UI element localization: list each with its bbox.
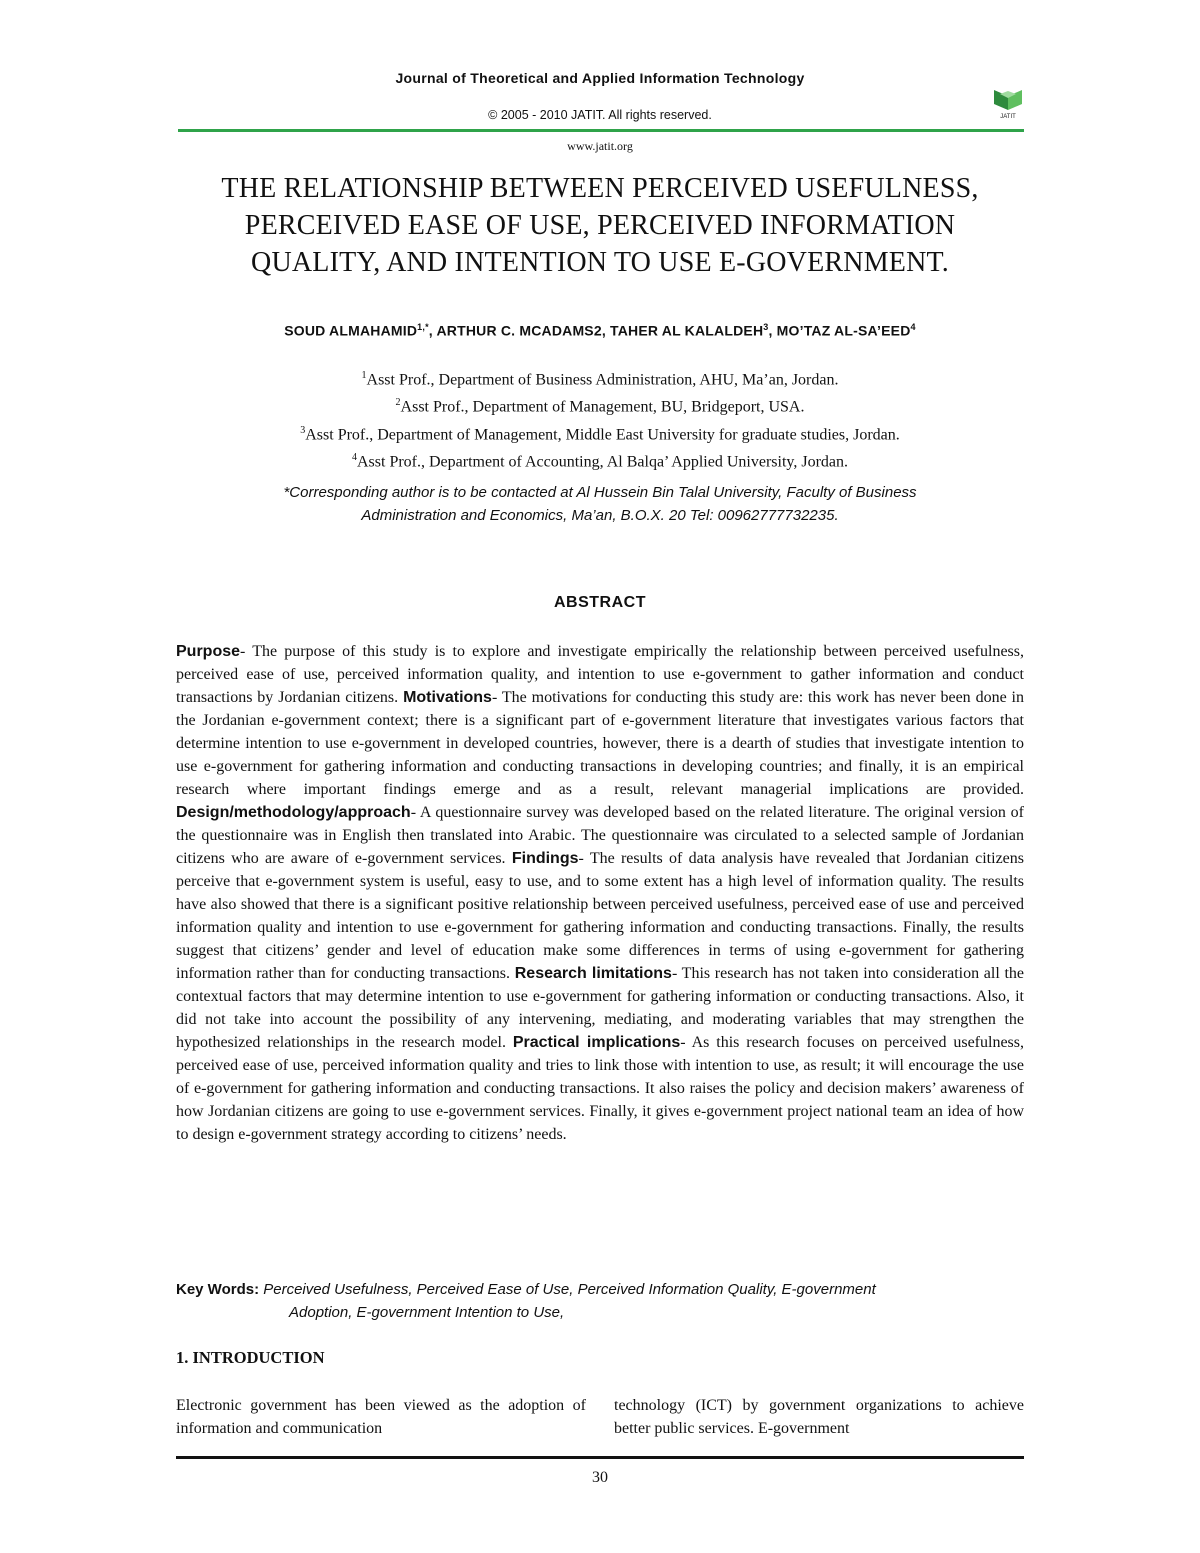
abstract-label: Findings xyxy=(511,850,579,867)
keywords-terms: Adoption, E-government Intention to Use, xyxy=(289,1304,565,1321)
affiliations xyxy=(150,364,1050,473)
affiliation-text: Asst Prof., Department of Accounting, Al Balqa’ Applied University, Jordan. xyxy=(356,453,849,471)
header-rule xyxy=(178,129,1024,132)
corresponding-author-note xyxy=(150,481,1050,527)
author-separator: , xyxy=(428,322,437,339)
author-separator: , xyxy=(768,322,777,339)
author-name: ARTHUR C. MCADAMS2 xyxy=(436,322,602,339)
affiliation-text: Asst Prof., Department of Business Administration, AHU, Ma’an, Jordan. xyxy=(366,371,839,389)
journal-website: www.jatit.org xyxy=(567,139,633,153)
author-superscript: 1,* xyxy=(417,322,429,332)
affiliation-text: Asst Prof., Department of Management, BU, Bridgeport, USA. xyxy=(400,398,805,416)
author-list xyxy=(150,322,1050,339)
abstract-text: - As this research focuses on perceived usefulness, perceived ease of use, perceived information quality and tries to link those with intention to use, as result; it will encourage the use of e-government for gathering information and conducting transactions. It also raises the policy and decision makers’ awareness of how Jordanian citizens are going to use e-government services. Finally, it gives e-government project national team an idea of how to design e-government strategy according to citizens’ needs. xyxy=(176,1034,1025,1143)
keywords-terms: Perceived Usefulness, Perceived Ease of Use, Perceived Information Quality, E-government xyxy=(263,1281,876,1298)
abstract-text: - The motivations for conducting this study are: this work has never been done in the Jordanian e-government context; there is a significant part of e-government literature that investigates various factors that determine intention to use e-government in developed countries, however, there is a dearth of studies that investigate intention to use e-government for gathering information and conducting transactions in developing countries; and finally, it is an empirical research where important findings emerge and as a result, relevant managerial implications are provided. xyxy=(176,689,1025,798)
abstract-body xyxy=(176,640,1024,1146)
affiliation-superscript: 3 xyxy=(300,424,306,436)
intro-left-column: Electronic government has been viewed as the adoption of information and communication xyxy=(176,1397,586,1437)
affiliation-line xyxy=(150,446,1050,473)
abstract-text: - A questionnaire survey was developed based on the related literature. The original version of the questionnaire was in English then translated into Arabic. The questionnaire was circulated to a selected sample of Jordanian citizens who are aware of e-government services. xyxy=(176,804,1024,867)
affiliation-superscript: 2 xyxy=(395,397,401,409)
abstract-heading: ABSTRACT xyxy=(554,594,646,611)
affiliation-line xyxy=(150,419,1050,446)
title-line: PERCEIVED EASE OF USE, PERCEIVED INFORMATION xyxy=(244,210,956,241)
affiliation-line xyxy=(150,391,1050,418)
affiliation-superscript: 1 xyxy=(361,370,367,381)
author-superscript: 3 xyxy=(763,322,769,332)
title-line: THE RELATIONSHIP BETWEEN PERCEIVED USEFULNESS, xyxy=(221,173,979,204)
abstract-label: Practical implications xyxy=(512,1034,681,1051)
author-name: SOUD ALMAHAMID xyxy=(284,322,418,339)
abstract-label: Purpose xyxy=(176,643,241,660)
keywords-label: Key Words: xyxy=(176,1281,260,1298)
title-line: QUALITY, AND INTENTION TO USE E-GOVERNMENT. xyxy=(251,247,949,278)
abstract-label: Motivations xyxy=(403,689,492,706)
paper-title xyxy=(150,170,1050,281)
affiliation-text: Asst Prof., Department of Management, Middle East University for graduate studies, Jordan. xyxy=(305,425,900,443)
logo-label: JATIT xyxy=(1000,114,1016,120)
journal-name: Journal of Theoretical and Applied Information Technology xyxy=(395,70,805,86)
author-superscript: 4 xyxy=(910,322,916,332)
corresponding-line: *Corresponding author is to be contacted at Al Hussein Bin Talal University, Faculty of Business xyxy=(283,484,917,501)
footer-rule xyxy=(176,1456,1024,1459)
keywords xyxy=(176,1278,1024,1324)
affiliation-line xyxy=(150,364,1050,391)
abstract-label: Research limitations xyxy=(514,965,672,982)
copyright-notice: © 2005 - 2010 JATIT. All rights reserved. xyxy=(488,108,712,122)
author-separator: , xyxy=(601,322,611,339)
section-heading-introduction: 1. INTRODUCTION xyxy=(176,1348,325,1367)
abstract-text: - This research has not taken into consideration all the contextual factors that may determine intention to use e-government for gathering information or conducting transactions. Also, it did not take into account the possibility of any intervening, mediating, and moderating variables that may strengthen the hypothesized relationships in the research model. xyxy=(176,965,1025,1051)
page-number: 30 xyxy=(592,1469,608,1486)
keywords-line xyxy=(176,1301,1024,1324)
keywords-line xyxy=(176,1278,1024,1301)
corresponding-line: Administration and Economics, Ma’an, B.O.X. 20 Tel: 00962777732235. xyxy=(361,507,839,524)
abstract-label: Design/methodology/approach xyxy=(176,804,411,821)
author-name: MO’TAZ AL-SA’EED xyxy=(776,322,911,339)
abstract-text: - The purpose of this study is to explore and investigate empirically the relationship between perceived usefulness, perceived ease of use, perceived information quality, and intention to use e-government to gather information and conduct transactions by Jordanian citizens. xyxy=(176,643,1024,706)
author-name: TAHER AL KALALDEH xyxy=(610,322,764,339)
abstract-text: - The results of data analysis have revealed that Jordanian citizens perceive that e-government system is useful, easy to use, and to some extent has a high level of information quality. The results have also showed that there is a significant positive relationship between perceived usefulness, perceived ease of use and perceived information quality and intention to use e-government for gathering information and conducting transactions. Finally, the results suggest that citizens’ gender and level of education make some differences in terms of using e-government for gathering information rather than for conducting transactions. xyxy=(176,850,1024,982)
jatit-logo xyxy=(990,86,1026,120)
intro-right-column: technology (ICT) by government organizations to achieve better public services. E-government xyxy=(614,1397,1024,1437)
affiliation-superscript: 4 xyxy=(351,451,357,463)
